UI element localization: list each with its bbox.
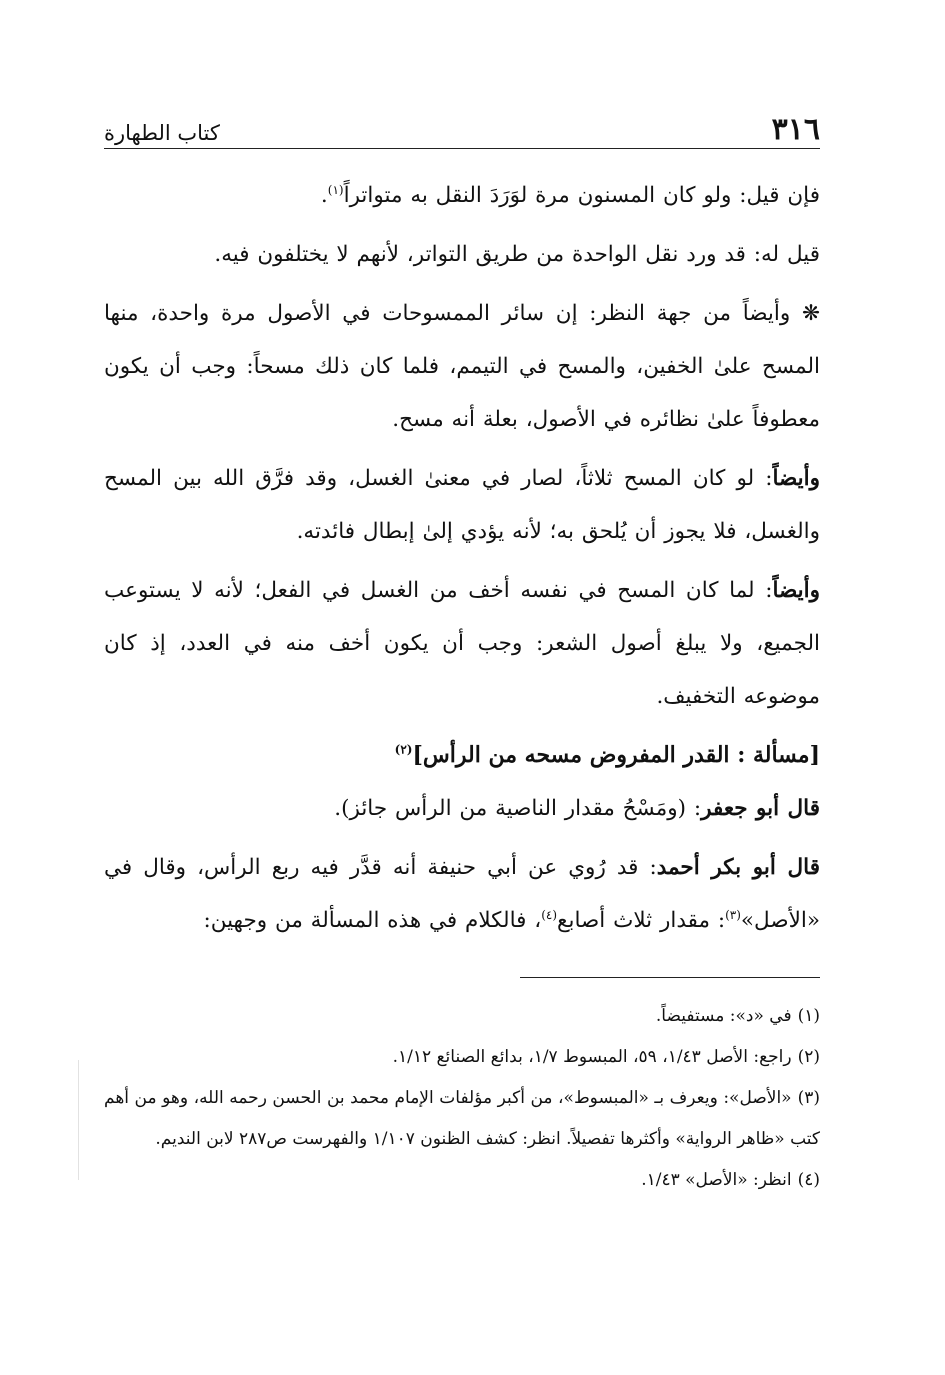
paragraph-text: : مقدار ثلاث أصابع [557, 908, 726, 933]
paragraph-reasoning [104, 287, 820, 446]
scan-margin-mark [78, 1060, 79, 1180]
footnote [104, 1160, 820, 1201]
footnote-number: (٣) [797, 1088, 820, 1108]
paragraph-objection [104, 169, 820, 222]
paragraph-lead: قال أبو بكر أحمد [656, 855, 820, 880]
footnote-ref: (٢) [394, 742, 413, 757]
footnote [104, 1078, 820, 1160]
paragraph-abu-jafar [104, 782, 820, 835]
footnote-text: في «د»: مستفيضاً. [655, 1006, 792, 1026]
footnote-ref: (٣) [725, 907, 741, 922]
paragraph-abu-bakr [104, 841, 820, 947]
footnote-text: «الأصل»: ويعرف بـ «المبسوط»، من أكبر مؤلفات الإمام محمد بن الحسن رحمه الله، وهو من أهم كتب «ظاهر الرواية» وأكثرها تفصيلاً. انظر: كشف الظنون ١/١٠٧ والفهرست ص٢٨٧ لابن النديم. [104, 1088, 820, 1149]
paragraph-lead: وأيضاً [772, 578, 820, 603]
paragraph-reply [104, 228, 820, 281]
footnote [104, 996, 820, 1037]
heading-text: [مسألة : القدر المفروض مسحه من الرأس] [412, 742, 820, 768]
footnote-ref: (١) [327, 182, 344, 197]
paragraph-also-1 [104, 452, 820, 558]
page-number: ٣١٦ [771, 112, 820, 147]
footnote-number: (١) [797, 1006, 820, 1026]
footnote-number: (٤) [797, 1170, 820, 1190]
book-title: كتاب الطهارة [104, 121, 220, 145]
paragraph-text: قيل له: قد ورد نقل الواحدة من طريق التواتر، لأنهم لا يختلفون فيه. [214, 242, 820, 267]
paragraph-text: ، فالكلام في هذه المسألة من وجهين: [203, 908, 542, 933]
paragraph-text: ❋ وأيضاً من جهة النظر: إن سائر الممسوحات في الأصول مرة واحدة، منها المسح علىٰ الخفين، والمسح في التيمم، فلما كان ذلك مسحاً: وجب أن يكون معطوفاً علىٰ نظائره في الأصول، بعلة أنه مسح. [104, 301, 820, 432]
paragraph-end: . [320, 183, 328, 208]
footnote-number: (٢) [797, 1047, 820, 1067]
section-heading [104, 729, 820, 782]
footnote-ref: (٤) [541, 907, 558, 922]
running-head [104, 108, 820, 149]
footnote-text: انظر: «الأصل» ١/٤٣. [641, 1170, 792, 1190]
paragraph-text: : قد رُوي عن أبي حنيفة أنه قدَّر فيه ربع الرأس، وقال في «الأصل» [104, 855, 820, 933]
footnote-text: راجع: الأصل ١/٤٣، ٥٩، المبسوط ١/٧، بدائع الصنائع ١/١٢. [392, 1047, 792, 1067]
paragraph-text: : لو كان المسح ثلاثاً، لصار في معنىٰ الغسل، وقد فرَّق الله بين المسح والغسل، فلا يجوز أن يُلحق به؛ لأنه يؤدي إلىٰ إبطال فائدته. [104, 466, 820, 544]
paragraph-lead: وأيضاً [772, 466, 820, 491]
footnote-divider [520, 977, 820, 978]
page [104, 108, 820, 1201]
footnotes [104, 996, 820, 1201]
paragraph-text: : (ومَسْحُ مقدار الناصية من الرأس جائز). [334, 796, 702, 821]
paragraph-text: فإن قيل: ولو كان المسنون مرة لوَرَدَ النقل به متواتراً [343, 183, 820, 208]
paragraph-lead: قال أبو جعفر [701, 796, 820, 821]
footnote [104, 1037, 820, 1078]
paragraph-text: : لما كان المسح في نفسه أخف من الغسل في الفعل؛ لأنه لا يستوعب الجميع، ولا يبلغ أصول الشعر: وجب أن يكون أخف منه في العدد، إذ كان موضوعه التخفيف. [104, 578, 820, 709]
main-text [104, 169, 820, 947]
paragraph-also-2 [104, 564, 820, 723]
